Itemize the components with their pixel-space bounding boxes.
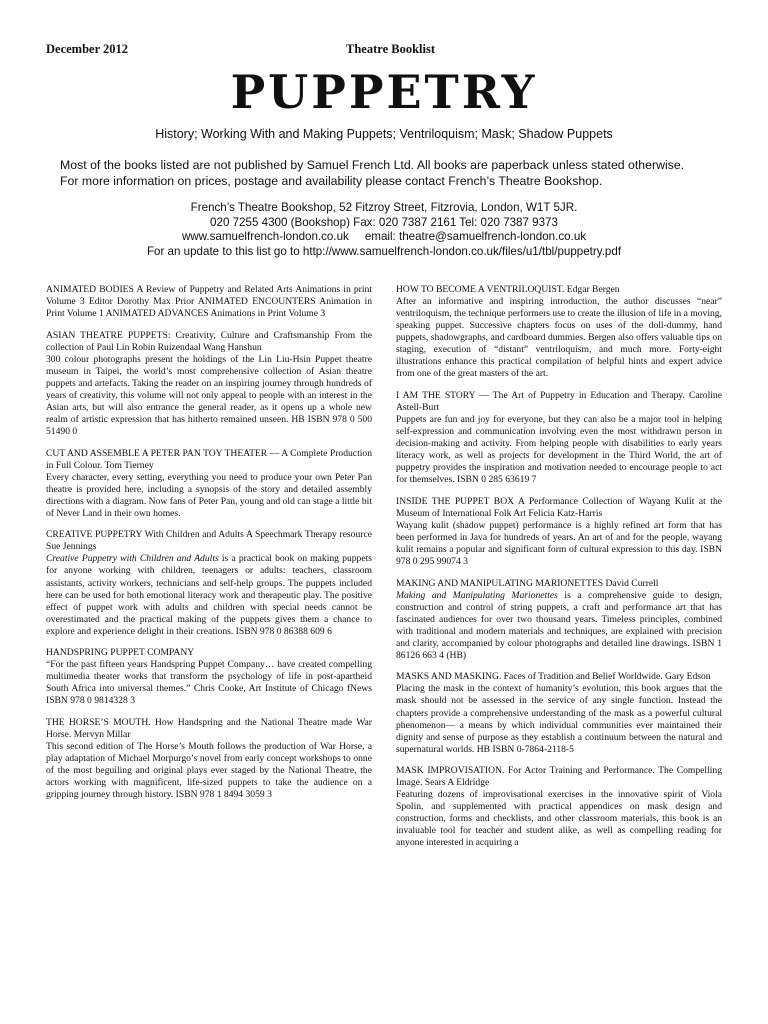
right-column — [396, 284, 722, 859]
book-title: THE HORSE’S MOUTH. How Handspring and the National Theatre made War Horse. Mervyn Millar — [46, 717, 372, 741]
book-description — [396, 590, 722, 662]
left-column — [46, 284, 372, 811]
book-description — [396, 683, 722, 755]
book-title: MASKS AND MASKING. Faces of Tradition and Belief Worldwide. Gary Edson — [396, 671, 711, 683]
book-entry — [46, 330, 372, 438]
bookshop-address: French’s Theatre Bookshop, 52 Fitzroy Street, Fitzrovia, London, W1T 5JR. — [190, 201, 578, 214]
book-description-text: After an informative and inspiring introduction, the author discusses “near” ventriloquism, the technique performers use to create the illusion of life in a moving, speaking puppet. Successive chapters focus on uses of the doll-dummy, hand puppets, shadowgraphs, and cardboard dummies. Bergen also offers valuable tips on staging, execution of “distant” ventriloquism, and much more. Forty-eight illustrations enhance this practical compilation of helpful hints and expert advice from one of the great masters of the art. — [396, 296, 722, 380]
book-description — [396, 789, 722, 849]
issue-date: December 2012 — [46, 42, 129, 56]
book-description-text: This second edition of The Horse’s Mouth follows the production of War Horse, a play adaptation of Michael Morpurgo’s novel from early concept workshops to onne of the most beguiling and original plays ever staged by the National Theatre, the actors working with magnificent, life-sized puppets to take the audience on a gripping journey through history. ISBN 978 1 8494 3059 3 — [46, 741, 372, 801]
book-description — [46, 659, 372, 707]
book-title: ASIAN THEATRE PUPPETS: Creativity, Culture and Craftsmanship From the collection of Paul Lin Robin Ruizendaal Wang Hanshun — [46, 329, 372, 353]
book-description — [396, 520, 722, 568]
intro-line: For more information on prices, postage and availability please contact French’s Theatre Bookshop. — [60, 174, 603, 188]
web-line — [0, 230, 768, 245]
book-entry — [396, 578, 722, 662]
book-entry — [396, 765, 722, 849]
update-link[interactable]: For an update to this list go to http://www.samuelfrench-london.co.uk/files/u1/tbl/puppetry.pdf — [146, 244, 622, 258]
book-italic-title: Making and Manipulating Marionettes — [396, 589, 558, 601]
book-description-text: Wayang kulit (shadow puppet) performance is a highly refined art form that has been performed in Java for hundreds of years. An art of and for the people, wayang kulit remains a popular and significant form of cultural expression to this day. ISBN 978 0 295 99074 3 — [396, 519, 722, 567]
book-description-text: Featuring dozens of improvisational exercises in the innovative spirit of Viola Spolin, and supplemented with practical appendices on mask design and construction, forms and checklists, and other classroom materials, this book is an invaluable tool for teacher and student alike, as well as compelling reading for anyone interested in acquiring a — [396, 789, 722, 849]
book-entry — [46, 448, 372, 520]
book-description — [46, 472, 372, 520]
book-description — [46, 741, 372, 801]
book-description-text: “For the past fifteen years Handspring Puppet Company… have created compelling multimedia theater works that transform the psychology of life in post-apartheid South Africa into universal themes.” Chris Cooke, Art Institute of Chicago fNews ISBN 978 0 9814328 3 — [46, 659, 372, 707]
book-title: INSIDE THE PUPPET BOX A Performance Collection of Wayang Kulit at the Museum of International Folk Art Felicia Katz-Harris — [396, 495, 722, 519]
top-line — [46, 42, 722, 58]
book-entry — [46, 284, 372, 320]
book-entry — [46, 529, 372, 637]
page-title: PUPPETRY — [230, 65, 538, 119]
book-title: HOW TO BECOME A VENTRILOQUIST. Edgar Bergen — [396, 284, 620, 295]
intro-text — [60, 157, 720, 189]
intro-line: Most of the books listed are not published by Samuel French Ltd. All books are paperback unless stated otherwise. — [60, 158, 685, 172]
book-description-text: 300 colour photographs present the holdings of the Lin Liu-Hsin Puppet theatre museum in Taipei, the world’s most comprehensive collection of Asian theatre puppets and artefacts. Taking the reader on an inspiring journey through hundreds of years of creativity, this volume will not only appeal to people with an interest in the Asian arts, but will also entrance the general reader, as it opens up a whole new realm of artistic expression that has hitherto remained unseen. HB ISBN 978 0 500 51490 0 — [46, 353, 372, 438]
book-description-text: is a comprehensive guide to design, construction and control of string puppets, a craft and performance art that has fascinated audiences for over two thousand years. Timeless principles, combined with traditional and modern materials and techniques, are explained with precision and clarity, accompanied by colour photographs and detailed line drawings. ISBN 1 86126 663 4 (HB) — [396, 589, 722, 661]
book-title: HANDSPRING PUPPET COMPANY — [46, 647, 195, 659]
book-description — [46, 354, 372, 438]
book-title: MASK IMPROVISATION. For Actor Training and Performance. The Compelling Image. Sears A Eldridge — [396, 765, 722, 789]
book-entry — [396, 671, 722, 755]
book-description-text: is a practical book on making puppets for anyone working with children, teenagers or adults: teachers, classroom assistants, activity workers, technicians and self-help groups. The puppets included here can be used for both emotional literacy work and therapeutic play. The positive effect of puppet work with adults and children with special needs cannot be overestimated and the practical making of the puppets gives them a chance to explore and experience delight in their creations. ISBN 978 0 86388 609 6 — [46, 553, 372, 637]
book-description-text: Placing the mask in the context of humanity’s evolution, this book argues that the mask should not be assessed in the service of any single function. Instead the chapters provide a comprehensive understanding of the mask as a powerful cultural phenomenon— a means by which individual communities ever maintained their dignity and sense of purpose as they establish a continuum between the natural and supernatural worlds. HB ISBN 0-7864-2118-5 — [396, 683, 722, 755]
contact-block — [0, 201, 768, 259]
book-entry — [46, 717, 372, 801]
book-title: MAKING AND MANIPULATING MARIONETTES David Currell — [396, 577, 659, 589]
book-entry — [46, 647, 372, 707]
book-description — [396, 296, 722, 380]
book-description — [46, 553, 372, 637]
book-title: I AM THE STORY — The Art of Puppetry in Education and Therapy. Caroline Astell-Burt — [396, 389, 722, 413]
book-description-text: Every character, every setting, everything you need to produce your own Peter Pan theatre is provided here, including a synopsis of the story and detailed assembly directions with a diagram. Now fans of Peter Pan, young and old can stage a little bit of Never Land in their own homes. — [46, 471, 372, 519]
book-title: ANIMATED BODIES A Review of Puppetry and Related Arts Animations in print Volume 3 Editor Dorothy Max Prior ANIMATED ENCOUNTERS Animation in Print Volume 1 ANIMATED ADVANCES Animations in Print Volume 3 — [46, 284, 372, 320]
book-title: CREATIVE PUPPETRY With Children and Adults A Speechmark Therapy resource Sue Jennings — [46, 529, 372, 553]
book-entry — [396, 284, 722, 380]
booklist-label: Theatre Booklist — [346, 42, 436, 56]
book-description — [396, 414, 722, 486]
book-description-text: Puppets are fun and joy for everyone, but they can also be a major tool in helping self-expression and communication involving even the most withdrawn person in decision-making and activity. From helping people with disabilities to early years literacy work, as well as projects for development in the Third World, the art of puppetry provides the inspiration and motivation needed to encourage people to act for themselves. ISBN 0 285 63619 7 — [396, 413, 722, 486]
book-entry — [396, 390, 722, 486]
book-title: CUT AND ASSEMBLE A PETER PAN TOY THEATER — A Complete Production in Full Colour. Tom Tierney — [46, 447, 372, 471]
email-address[interactable]: email: theatre@samuelfrench-london.co.uk — [364, 230, 587, 244]
book-entry — [396, 496, 722, 568]
page-subtitle: History; Working With and Making Puppets; Ventriloquism; Mask; Shadow Puppets — [155, 127, 613, 141]
website-link[interactable]: www.samuelfrench-london.co.uk — [181, 230, 349, 244]
phone-numbers: 020 7255 4300 (Bookshop) Fax: 020 7387 2161 Tel: 020 7387 9373 — [210, 215, 558, 229]
book-italic-title: Creative Puppetry with Children and Adults — [46, 553, 219, 565]
